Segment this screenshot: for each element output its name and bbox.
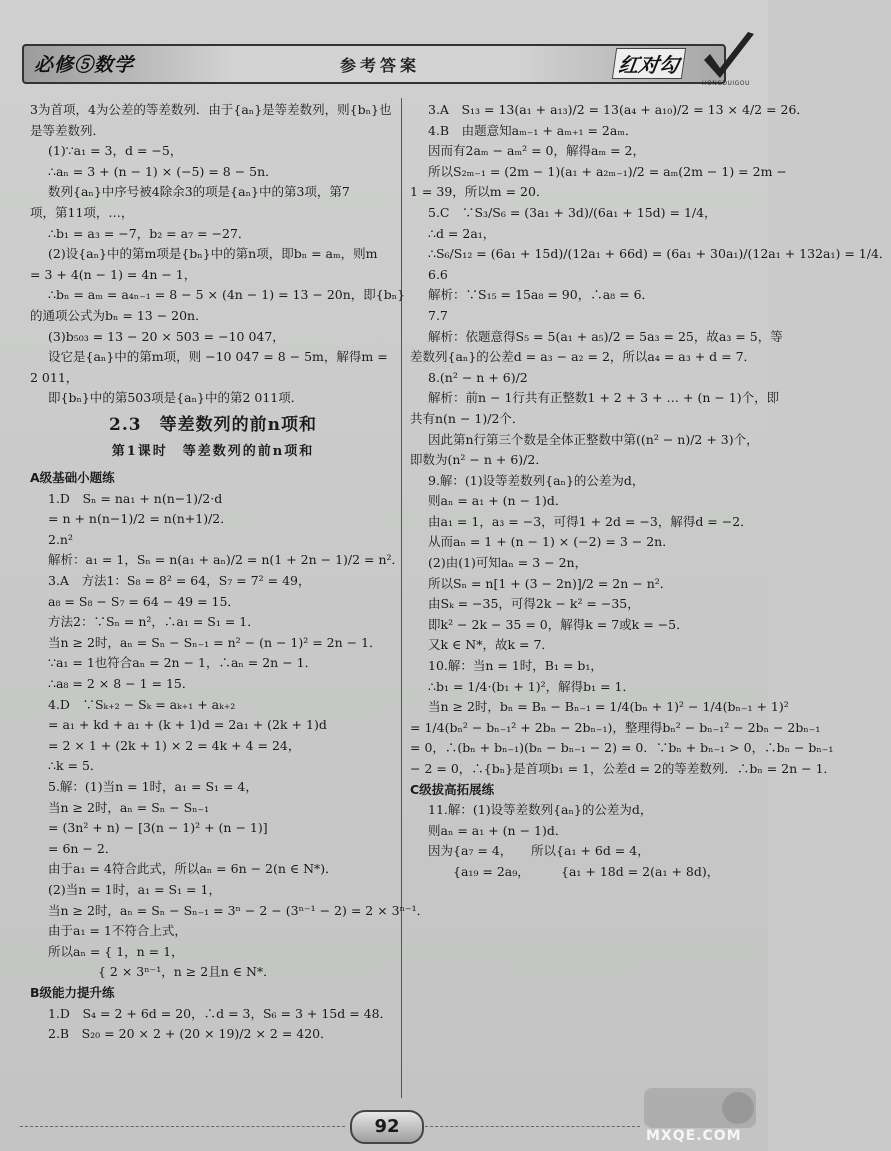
text-line: 解析：∵S₁₅ = 15a₈ = 90，∴a₈ = 6． [428,287,655,303]
footer-rule-right [425,1126,640,1127]
text-line: 5.解：(1)当n = 1时，a₁ = S₁ = 4， [48,779,258,794]
text-line: 又k ∈ N*，故k = 7． [428,637,554,653]
text-line: 10.解：当n = 1时，B₁ = b₁， [428,658,603,674]
text-line: 5.C ∵S₃/S₆ = (3a₁ + 3d)/(6a₁ + 15d) = 1/4， [428,204,717,220]
text-line: 所以Sₙ = n[1 + (3 − 2n)]/2 = 2n − n²． [428,575,673,591]
text-line: 11.解：(1)设等差数列{aₙ}的公差为d， [428,802,653,818]
text-line: ∴aₙ = 3 + (n − 1) × (−5) = 8 − 5n． [48,163,278,179]
text-line: 1 = 39，所以m = 20． [410,184,549,200]
text-line: 当n ≥ 2时，aₙ = Sₙ − Sₙ₋₁ = 3ⁿ − 2 − (3ⁿ⁻¹ − 2) = 2 × 3ⁿ⁻¹． [48,902,430,918]
text-line: 8.(n² − n + 6)/2 [428,369,528,385]
text-line: 7.7 [428,307,448,323]
text-line: 由Sₖ = −35，可得2k − k² = −35， [428,596,640,612]
text-line: (2)由(1)可知aₙ = 3 − 2n， [428,555,588,571]
text-line: 设它是{aₙ}中的第m项，则 −10 047 = 8 − 5m，解得m = [48,349,388,365]
text-line: 2.B S₂₀ = 20 × 2 + (20 × 19)/2 × 2 = 420． [48,1026,333,1042]
text-line: 当n ≥ 2时，aₙ = Sₙ − Sₙ₋₁ [48,799,210,815]
text-line: ∴d = 2a₁， [428,225,496,241]
text-line: 差数列{aₙ}的公差d = a₃ − a₂ = 2，所以a₄ = a₃ + d = 7． [410,349,757,365]
text-line: 的通项公式为bₙ = 13 − 20n． [30,307,208,323]
text-line: 从而aₙ = 1 + (n − 1) × (−2) = 3 − 2n． [428,534,675,550]
lesson-title: 第1课时 等差数列的前n项和 [111,443,315,459]
text-line: 6.6 [428,266,448,282]
text-line: 3为首项，4为公差的等差数列．由于{aₙ}是等差数列，则{bₙ}也 [30,102,392,117]
text-line: (1)∵a₁ = 3，d = −5， [48,143,183,159]
text-line: 3.A 方法1：S₈ = 8² = 64，S₇ = 7² = 49， [48,573,311,589]
text-line: 解析：前n − 1行共有正整数1 + 2 + 3 + … + (n − 1)个，即 [428,390,780,406]
text-line: ∴k = 5． [48,758,103,774]
text-line: ∴a₈ = 2 × 8 − 1 = 15． [48,676,195,692]
column-divider [401,98,402,1098]
left-column [30,100,430,1045]
section-title: 2.3 等差数列的前n项和 [109,414,317,435]
text-line: 1.D S₄ = 2 + 6d = 20，∴d = 3，S₆ = 3 + 15d = 48． [48,1005,393,1021]
text-line: = 1/4(bₙ² − bₙ₋₁² + 2bₙ − 2bₙ₋₁)，整理得bₙ² − bₙ₋₁² − 2bₙ − 2bₙ₋₁ [410,719,821,735]
level-b-answers [30,1004,396,1045]
level-c-heading: C级拔高拓展练 [410,781,495,797]
text-line: 9.解：(1)设等差数列{aₙ}的公差为d， [428,472,645,488]
page-header [22,40,750,87]
level-a-heading: A级基础小题练 [30,470,115,486]
text-line: 4.D ∵Sₖ₊₂ − Sₖ = aₖ₊₁ + aₖ₊₂ [48,696,236,712]
text-line: a₈ = S₈ − S₇ = 64 − 49 = 15． [48,593,240,609]
text-line: 即k² − 2k − 35 = 0，解得k = 7或k = −5． [428,616,689,632]
text-line: − 2 = 0，∴{bₙ}是首项b₁ = 1，公差d = 2的等差数列．∴bₙ = 2n − 1． [410,761,837,776]
text-line: 解析：a₁ = 1，Sₙ = n(a₁ + aₙ)/2 = n(1 + 2n − 1)/2 = n²． [48,552,405,568]
text-line: 解析：依题意得S₅ = 5(a₁ + a₅)/2 = 5a₃ = 25，故a₃ = 5，等 [428,328,783,344]
text-line: 数列{aₙ}中序号被4除余3的项是{aₙ}中的第3项，第7 [48,184,350,200]
text-line: 方法2：∵Sₙ = n²，∴a₁ = S₁ = 1． [48,614,260,630]
header-title: 参考答案 [340,56,421,75]
level-c-answers [410,800,750,882]
text-line: ∴bₙ = aₘ = a₄ₙ₋₁ = 8 − 5 × (4n − 1) = 13 − 20n，即{bₙ} [48,287,406,303]
brand-subtitle: HONGDUIGOU [702,80,750,87]
page-number: 92 [350,1110,424,1144]
watermark-text: MXQE.COM [646,1128,742,1144]
book-title: 必修⑤数学 [34,54,135,76]
text-line: (2)设{aₙ}中的第m项是{bₙ}中的第n项，即bₙ = aₘ，则m [48,246,378,262]
text-line: { 2 × 3ⁿ⁻¹，n ≥ 2且n ∈ N*． [48,964,276,980]
text-line: 4.B 由题意知aₘ₋₁ + aₘ₊₁ = 2aₘ． [428,122,638,138]
text-line: 2 011， [30,369,79,385]
text-line: = 6n − 2． [48,840,118,856]
text-line: (3)b₅₀₃ = 13 − 20 × 503 = −10 047， [48,328,285,344]
text-line: = 2 × 1 + (2k + 1) × 2 = 4k + 4 = 24， [48,737,301,753]
text-line: 由于a₁ = 1不符合上式， [48,923,187,939]
checkmark-logo-icon [698,30,758,86]
text-line: 当n ≥ 2时，bₙ = Bₙ − Bₙ₋₁ = 1/4(bₙ + 1)² − 1/4(bₙ₋₁ + 1)² [428,699,789,715]
level-b-heading: B级能力提升练 [30,984,115,1000]
text-line: 因此第n行第三个数是全体正整数中第((n² − n)/2 + 3)个， [428,431,759,447]
text-line: ∴b₁ = 1/4·(b₁ + 1)²，解得b₁ = 1． [428,678,636,694]
answer-block-prev [30,100,406,409]
right-column [410,100,891,883]
text-line: 即数为(n² − n + 6)/2． [410,452,548,468]
text-line: {a₁₉ = 2a₉， {a₁ + 18d = 2(a₁ + 8d)， [428,863,720,879]
text-line: 3.A S₁₃ = 13(a₁ + a₁₃)/2 = 13(a₄ + a₁₀)/2 = 13 × 4/2 = 26． [428,102,809,117]
text-line: 因而有2aₘ − aₘ² = 0，解得aₘ = 2， [428,143,645,159]
text-line: ∴S₆/S₁₂ = (6a₁ + 15d)/(12a₁ + 66d) = (6a₁ + 30a₁)/(12a₁ + 132a₁) = 1/4． [428,246,891,262]
level-b-answers-cont [410,100,891,780]
text-line: (2)当n = 1时，a₁ = S₁ = 1， [48,881,221,897]
text-line: = a₁ + kd + a₁ + (k + 1)d = 2a₁ + (2k + 1)d [48,717,327,733]
level-a-answers [30,489,430,983]
text-line: 则aₙ = a₁ + (n − 1)d． [428,493,568,509]
text-line: 因为{a₇ = 4， 所以{a₁ + 6d = 4， [428,843,650,859]
text-line: 2.n² [48,531,73,547]
text-line: 是等差数列． [30,122,106,138]
text-line: = n + n(n−1)/2 = n(n+1)/2． [48,511,233,527]
text-line: = 3 + 4(n − 1) = 4n − 1， [30,266,197,282]
text-line: = 0，∴(bₙ + bₙ₋₁)(bₙ − bₙ₋₁ − 2) = 0．∵bₙ + bₙ₋₁ > 0，∴bₙ − bₙ₋₁ [410,740,834,756]
text-line: 则aₙ = a₁ + (n − 1)d． [428,822,568,838]
text-line: 当n ≥ 2时，aₙ = Sₙ − Sₙ₋₁ = n² − (n − 1)² = 2n − 1． [48,634,382,650]
text-line: 共有n(n − 1)/2个． [410,410,525,426]
brand-logo-text: 红对勾 [612,48,686,79]
text-line: 所以aₙ = { 1，n = 1， [48,943,184,959]
text-line: = (3n² + n) − [3(n − 1)² + (n − 1)] [48,820,268,836]
text-line: ∵a₁ = 1也符合aₙ = 2n − 1，∴aₙ = 2n − 1． [48,655,318,671]
text-line: 即{bₙ}中的第503项是{aₙ}中的第2 011项． [48,390,304,406]
text-line: ∴b₁ = a₃ = −7，b₂ = a₇ = −27． [48,225,251,241]
text-line: 项，第11项，…， [30,204,134,220]
text-line: 所以S₂ₘ₋₁ = (2m − 1)(a₁ + a₂ₘ₋₁)/2 = aₘ(2m − 1) = 2m − [428,163,787,179]
text-line: 由于a₁ = 4符合此式，所以aₙ = 6n − 2(n ∈ N*)． [48,861,338,877]
text-line: 由a₁ = 1，a₃ = −3，可得1 + 2d = −3，解得d = −2． [428,513,753,529]
text-line: 1.D Sₙ = na₁ + n(n−1)/2·d [48,490,223,506]
footer-rule-left [20,1126,345,1127]
